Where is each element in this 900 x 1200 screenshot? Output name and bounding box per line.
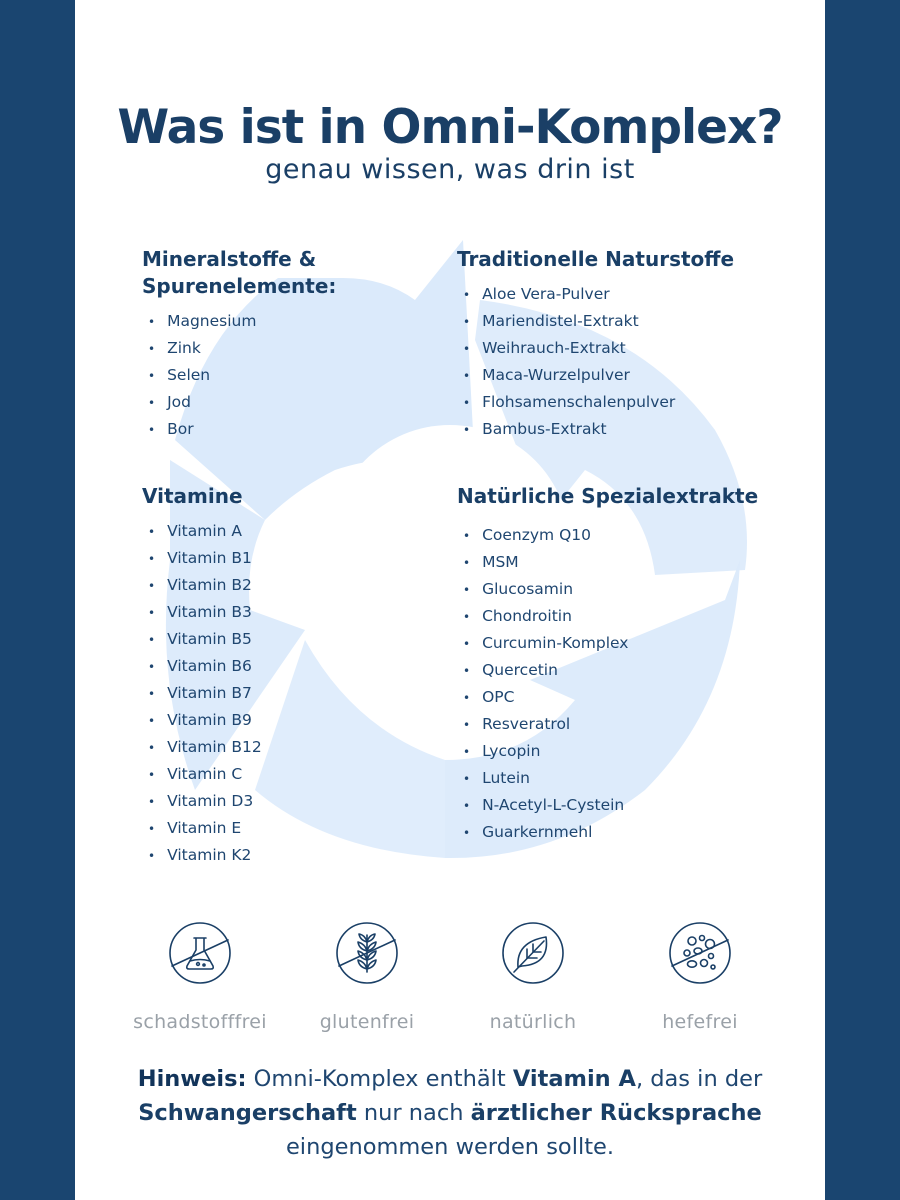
list-item: • Mariendistel-Extrakt (457, 308, 734, 335)
pregnancy-notice: Hinweis: Omni-Komplex enthält Vitamin A, das in der Schwangerschaft nur nach ärztlicher Rücksprache eingenommen werden sollte. (137, 1066, 763, 1160)
feature-badges (75, 920, 825, 1040)
list-item: • Zink (142, 335, 336, 362)
list-item: • Jod (142, 389, 336, 416)
list-item: • Maca-Wurzelpulver (457, 362, 734, 389)
list-item: • Flohsamenschalenpulver (457, 389, 734, 416)
section-vitamins (142, 483, 262, 869)
list-item: • Vitamin B12 (142, 734, 262, 761)
list-item: • Bor (142, 416, 336, 443)
list-item: • Coenzym Q10 (457, 522, 758, 549)
list-item: • Vitamin B2 (142, 572, 262, 599)
content-panel (75, 0, 825, 1200)
badge-schadstofffrei (115, 920, 285, 1033)
ingredient-list (142, 308, 336, 443)
list-item: • Weihrauch-Extrakt (457, 335, 734, 362)
wheat-icon (334, 920, 400, 986)
ingredient-list (457, 522, 758, 846)
list-item: • Curcumin-Komplex (457, 630, 758, 657)
badge-natuerlich (448, 920, 618, 1033)
ingredient-list (142, 518, 262, 869)
list-item: • Vitamin B5 (142, 626, 262, 653)
list-item: • Resveratrol (457, 711, 758, 738)
list-item: • Vitamin B9 (142, 707, 262, 734)
badge-label: hefefrei (662, 1011, 738, 1033)
list-item: • Aloe Vera-Pulver (457, 281, 734, 308)
list-item: • Bambus-Extrakt (457, 416, 734, 443)
page-subtitle: genau wissen, was drin ist (265, 154, 635, 185)
section-traditional (457, 246, 734, 443)
section-minerals (142, 246, 336, 443)
list-item: • Glucosamin (457, 576, 758, 603)
section-heading: Vitamine (142, 484, 243, 508)
list-item: • Vitamin B1 (142, 545, 262, 572)
ingredient-list (457, 281, 734, 443)
list-item: • N-Acetyl-L-Cystein (457, 792, 758, 819)
list-item: • Vitamin B3 (142, 599, 262, 626)
list-item: • Magnesium (142, 308, 336, 335)
list-item: • Vitamin K2 (142, 842, 262, 869)
badge-label: glutenfrei (319, 1011, 415, 1033)
list-item: • MSM (457, 549, 758, 576)
list-item: • Quercetin (457, 657, 758, 684)
badge-hefefrei (615, 920, 785, 1033)
list-item: • Vitamin B6 (142, 653, 262, 680)
list-item: • Vitamin E (142, 815, 262, 842)
section-heading: Mineralstoffe & Spurenelemente: (142, 247, 337, 298)
list-item: • Lycopin (457, 738, 758, 765)
page-title: Was ist in Omni-Komplex? (117, 100, 783, 155)
badge-label: natürlich (489, 1011, 577, 1033)
badge-label: schadstofffrei (133, 1011, 267, 1033)
list-item: • Vitamin B7 (142, 680, 262, 707)
list-item: • Guarkernmehl (457, 819, 758, 846)
list-item: • Vitamin C (142, 761, 262, 788)
list-item: • Selen (142, 362, 336, 389)
badge-glutenfrei (282, 920, 452, 1033)
section-heading: Natürliche Spezialextrakte (457, 484, 759, 508)
section-heading: Traditionelle Naturstoffe (457, 247, 735, 271)
list-item: • Chondroitin (457, 603, 758, 630)
leaf-icon (500, 920, 566, 986)
list-item: • OPC (457, 684, 758, 711)
flask-icon (167, 920, 233, 986)
yeast-icon (667, 920, 733, 986)
section-special-extracts (457, 483, 758, 846)
notice-lead: Hinweis: (137, 1066, 247, 1092)
list-item: • Vitamin A (142, 518, 262, 545)
list-item: • Vitamin D3 (142, 788, 262, 815)
list-item: • Lutein (457, 765, 758, 792)
